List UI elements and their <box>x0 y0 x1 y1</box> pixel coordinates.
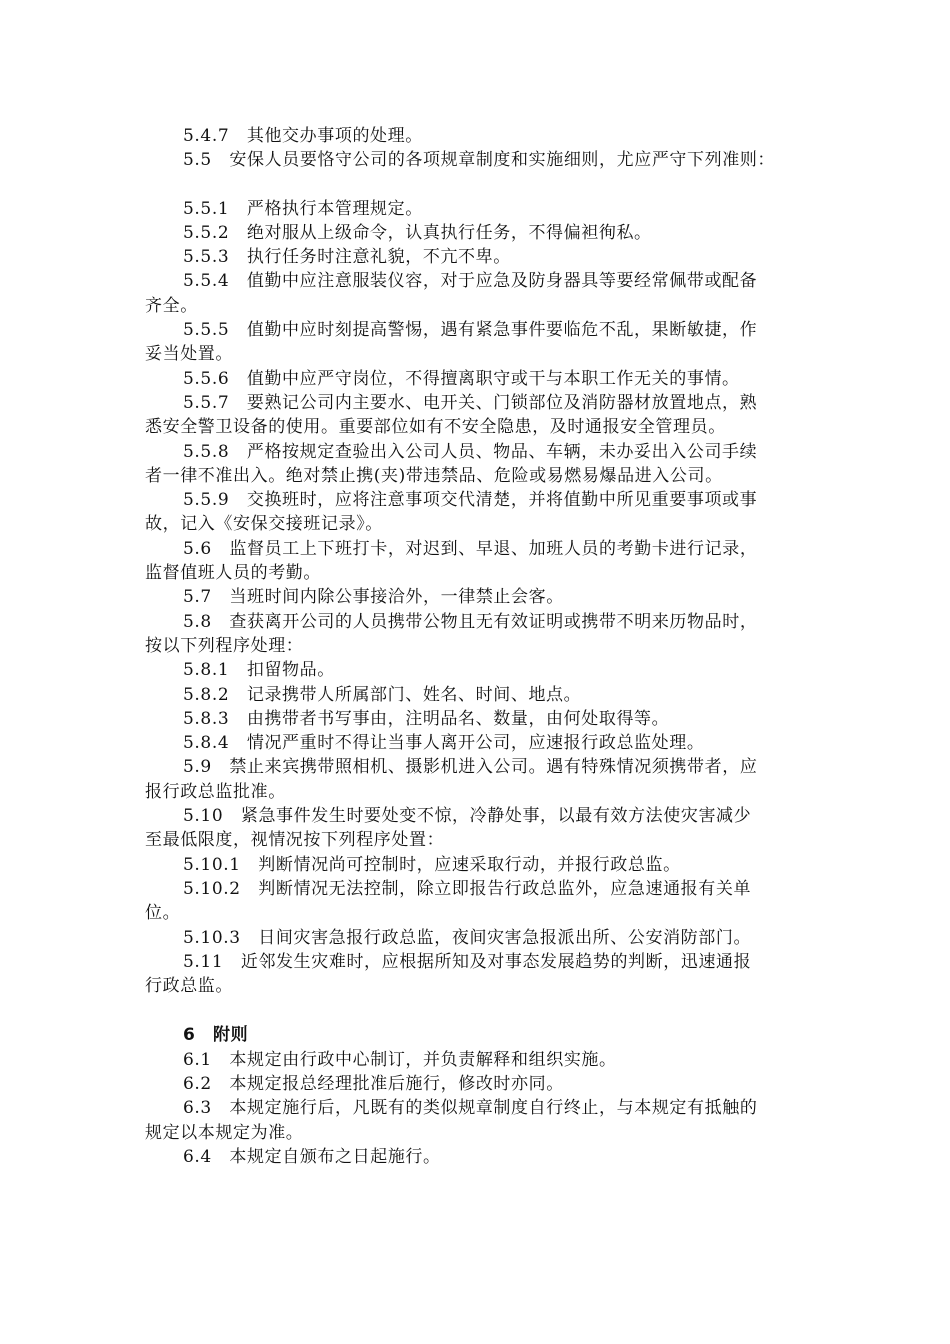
clause-5-8-3: 5.8.3 由携带者书写事由，注明品名、数量，由何处取得等。 <box>183 708 670 729</box>
clause-5-8-1: 5.8.1 扣留物品。 <box>183 660 335 681</box>
clause-5-5-3: 5.5.3 执行任务时注意礼貌，不亢不卑。 <box>183 247 511 268</box>
clause-6-2: 6.2 本规定报总经理批准后施行，修改时亦同。 <box>183 1073 564 1094</box>
section-heading-6: 6 附则 <box>183 1025 249 1046</box>
clause-5-5: 5.5 安保人员要恪守公司的各项规章制度和实施细则，尤应严守下列准则： <box>183 150 776 171</box>
clause-5-5-4-cont: 齐全。 <box>145 295 198 316</box>
clause-5-8-4: 5.8.4 情况严重时不得让当事人离开公司，应速报行政总监处理。 <box>183 733 705 754</box>
clause-5-5-7-cont: 悉安全警卫设备的使用。重要部位如有不安全隐患，及时通报安全管理员。 <box>145 417 726 438</box>
clause-5-8-cont: 按以下列程序处理： <box>145 635 304 656</box>
clause-5-8: 5.8 查获离开公司的人员携带公物且无有效证明或携带不明来历物品时， <box>183 611 758 632</box>
clause-6-3: 6.3 本规定施行后，凡既有的类似规章制度自行终止，与本规定有抵触的 <box>183 1098 758 1119</box>
clause-5-6-cont: 监督值班人员的考勤。 <box>145 563 321 584</box>
clause-5-10-2: 5.10.2 判断情况无法控制，除立即报告行政总监外，应急速通报有关单 <box>183 878 752 899</box>
clause-5-10-2-cont: 位。 <box>145 903 181 924</box>
clause-5-5-7: 5.5.7 要熟记公司内主要水、电开关、门锁部位及消防器材放置地点，熟 <box>183 392 758 413</box>
clause-5-11-cont: 行政总监。 <box>145 976 233 997</box>
clause-5-5-9-cont: 故，记入《安保交接班记录》。 <box>145 514 383 535</box>
clause-5-5-6: 5.5.6 值勤中应严守岗位，不得擅离职守或干与本职工作无关的事情。 <box>183 368 740 389</box>
clause-5-10-3: 5.10.3 日间灾害急报行政总监，夜间灾害急报派出所、公安消防部门。 <box>183 927 752 948</box>
clause-5-5-8-cont: 者一律不准出入。绝对禁止携(夹)带违禁品、危险或易燃易爆品进入公司。 <box>145 465 723 486</box>
clause-5-5-5: 5.5.5 值勤中应时刻提高警惕，遇有紧急事件要临危不乱，果断敏捷，作 <box>183 320 758 341</box>
clause-5-11: 5.11 近邻发生灾难时，应根据所知及对事态发展趋势的判断，迅速通报 <box>183 951 752 972</box>
clause-5-8-2: 5.8.2 记录携带人所属部门、姓名、时间、地点。 <box>183 684 582 705</box>
clause-5-9: 5.9 禁止来宾携带照相机、摄影机进入公司。遇有特殊情况须携带者，应 <box>183 757 758 778</box>
clause-5-5-9: 5.5.9 交换班时，应将注意事项交代清楚，并将值勤中所见重要事项或事 <box>183 490 758 511</box>
clause-5-7: 5.7 当班时间内除公事接洽外，一律禁止会客。 <box>183 587 564 608</box>
clause-5-5-8: 5.5.8 严格按规定查验出入公司人员、物品、车辆，未办妥出入公司手续 <box>183 441 758 462</box>
clause-5-5-5-cont: 妥当处置。 <box>145 344 233 365</box>
clause-5-10: 5.10 紧急事件发生时要处变不惊，冷静处事，以最有效方法使灾害减少 <box>183 806 752 827</box>
document-page <box>145 124 815 1169</box>
clause-5-10-1: 5.10.1 判断情况尚可控制时，应速采取行动，并报行政总监。 <box>183 854 681 875</box>
clause-5-9-cont: 报行政总监批准。 <box>145 781 286 802</box>
clause-5-4-7: 5.4.7 其他交办事项的处理。 <box>183 126 423 146</box>
clause-5-10-cont: 至最低限度，视情况按下列程序处置： <box>145 830 445 851</box>
clause-5-6: 5.6 监督员工上下班打卡，对迟到、早退、加班人员的考勤卡进行记录， <box>183 538 758 559</box>
clause-6-4: 6.4 本规定自颁布之日起施行。 <box>183 1146 441 1167</box>
clause-5-5-4: 5.5.4 值勤中应注意服装仪容，对于应急及防身器具等要经常佩带或配备 <box>183 271 758 292</box>
clause-6-1: 6.1 本规定由行政中心制订，并负责解释和组织实施。 <box>183 1049 617 1070</box>
clause-5-5-1: 5.5.1 严格执行本管理规定。 <box>183 198 423 219</box>
clause-5-5-2: 5.5.2 绝对服从上级命令，认真执行任务，不得偏袒徇私。 <box>183 222 652 243</box>
clause-6-3-cont: 规定以本规定为准。 <box>145 1122 304 1143</box>
